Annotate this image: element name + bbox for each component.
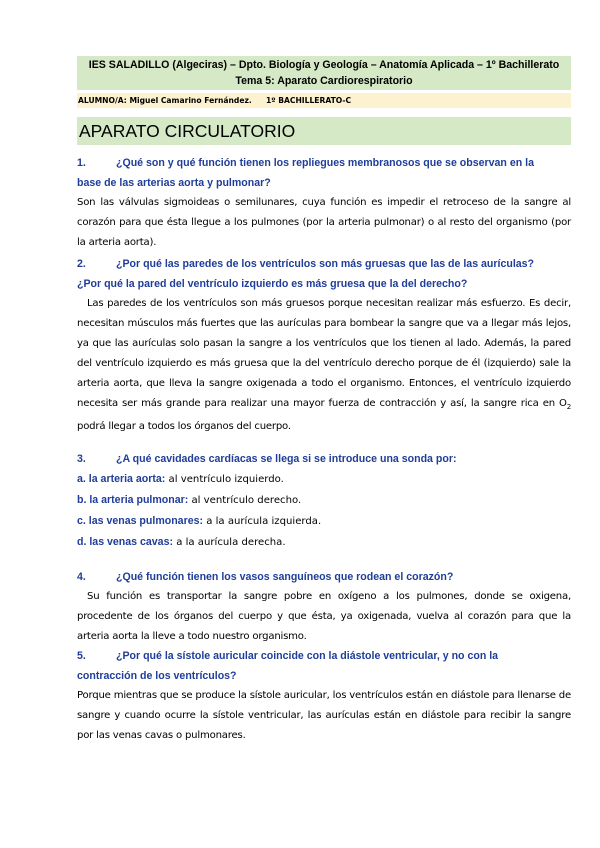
option-c: c. las venas pulmonares: a la aurícula izquierda. [77, 515, 322, 527]
question-number: 2. [77, 258, 86, 270]
student-course: 1º BACHILLERATO-C [266, 96, 352, 105]
question-1 [77, 153, 571, 253]
question-5-text: 5. ¿Por qué la sístole auricular coincide con la diástole ventricular, y no con la contracción de los ventrículos? [77, 646, 571, 686]
option-b: b. la arteria pulmonar: al ventrículo derecho. [77, 494, 302, 506]
header-line-2: Tema 5: Aparato Cardiorespiratorio [235, 75, 413, 87]
option-a: a. la arteria aorta: al ventrículo izquierdo. [77, 473, 284, 485]
question-5 [77, 646, 571, 746]
student-name: ALUMNO/A: Miguel Camarino Fernández. [78, 96, 252, 105]
document-header [77, 56, 571, 90]
section-title: APARATO CIRCULATORIO [77, 117, 571, 145]
question-4-text: 4. ¿Qué función tienen los vasos sanguíneos que rodean el corazón? [77, 567, 571, 587]
question-number: 1. [77, 157, 86, 169]
answer-2: Las paredes de los ventrículos son más gruesos porque necesitan realizar más esfuerzo. Es decir, necesitan músculos más fuertes que las aurículas para bombear la sangre que va a llegar más lejos, ya que las aurículas solo pasan la sangre a los ventrículos que los tienen al lado. Además, la pared del ventrículo izquierdo es más gruesa que la del ventrículo derecho porque de él (izquierdo) sale la arteria aorta, que lleva la sangre oxigenada a todo el organismo. Entonces, el ventrículo izquierdo necesita ser más grande para realizar una mayor fuerza de contracción y así, la sangre rica en $O_2$ podrá llegar a todos los órganos del cuerpo. [77, 298, 571, 433]
question-2 [77, 254, 571, 437]
answer-1: Son las válvulas sigmoideas o semilunares, cuya función es impedir el retroceso de la sangre al corazón para que ésta llegue a los pulmones (por la arteria pulmonar) o al resto del organismo (por la arteria aorta). [77, 197, 571, 248]
question-3-text: 3. ¿A qué cavidades cardíacas se llega si se introduce una sonda por: [77, 449, 571, 469]
answer-4: Su función es transportar la sangre pobre en oxígeno a los pulmones, donde se oxigena, procedente de los órganos del cuerpo y que ésta, ya oxigenada, vuelva al corazón para que la arteria aorta la lleve a todo nuestro organismo. [77, 591, 571, 642]
header-line-1: IES SALADILLO (Algeciras) – Dpto. Biología y Geología – Anatomía Aplicada – 1º Bachillerato [88, 59, 560, 71]
question-2-text: 2. ¿Por qué las paredes de los ventrículos son más gruesas que las de las aurículas? ¿Por qué la pared del ventrículo izquierdo es más gruesa que la del derecho? [77, 254, 571, 294]
question-number: 4. [77, 571, 86, 583]
question-4 [77, 567, 571, 647]
question-number: 5. [77, 650, 86, 662]
answer-5: Porque mientras que se produce la sístole auricular, los ventrículos están en diástole para llenarse de sangre y cuando ocurre la sístole ventricular, las aurículas están en diástole para recibir la sangre por las venas cavas o pulmonares. [77, 690, 571, 741]
option-d: d. las venas cavas: a la aurícula derecha. [77, 536, 286, 548]
question-1-text: 1. ¿Qué son y qué función tienen los repliegues membranosos que se observan en la base de las arterias aorta y pulmonar? [77, 153, 571, 193]
question-number: 3. [77, 453, 86, 465]
question-3 [77, 449, 571, 553]
student-info-bar [77, 93, 571, 108]
